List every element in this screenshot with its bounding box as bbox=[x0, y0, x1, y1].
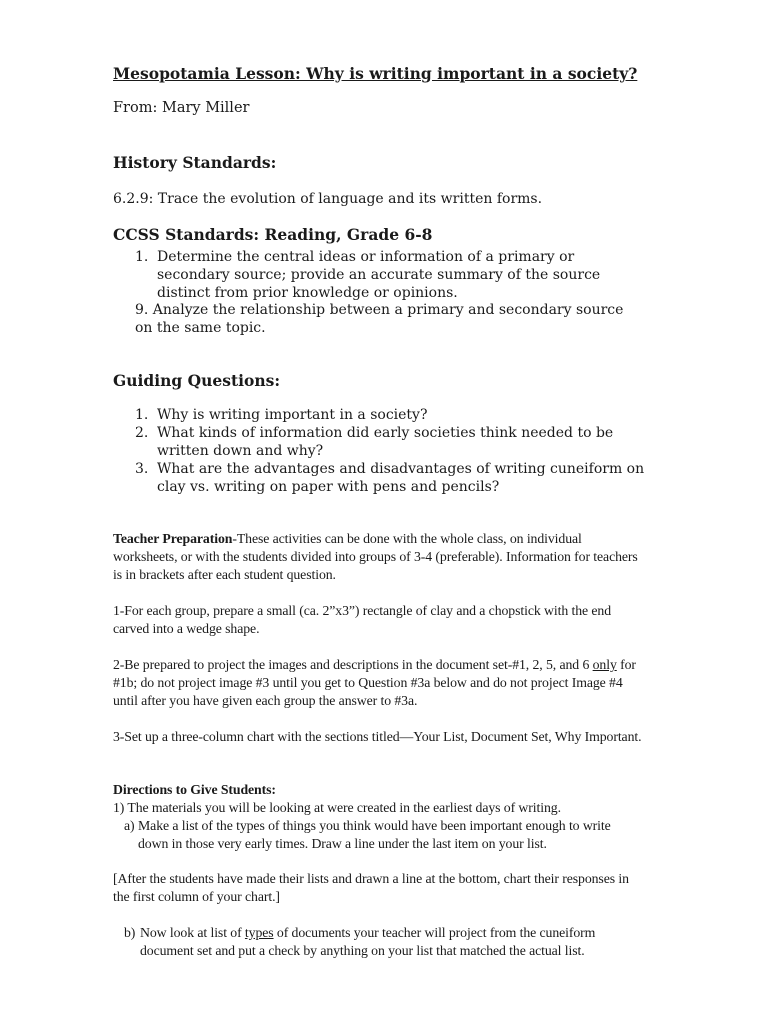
list-item-text: What are the advantages and disadvantages of writing cuneiform on clay vs. writing on paper with pens and pencils? bbox=[157, 461, 645, 495]
direction-a-label: a) bbox=[124, 818, 135, 833]
list-item-text: Determine the central ideas or information of a primary or secondary source; provide an accurate summary of the source distinct from prior knowledge or opinions. bbox=[157, 249, 601, 301]
directions-heading-text: Directions to Give Students: bbox=[113, 782, 276, 797]
direction-b bbox=[124, 924, 644, 960]
guiding-questions-heading: Guiding Questions: bbox=[113, 371, 281, 390]
prep-step-2-text-b: for #1b; do not project image #3 until you get to Question #3a below and do not project Image #4 until after you have given each group the answer to #3a. bbox=[113, 657, 636, 708]
prep-step-2 bbox=[113, 656, 645, 710]
list-number: 2. bbox=[135, 425, 149, 441]
direction-b-text bbox=[124, 924, 644, 960]
list-number: 3. bbox=[135, 461, 149, 477]
list-number: 1. bbox=[135, 249, 149, 265]
list-item bbox=[135, 406, 645, 424]
list-number: 1. bbox=[135, 407, 149, 423]
guiding-questions-list bbox=[135, 406, 645, 496]
direction-b-text-2: of documents your teacher will project from the cuneiform document set and put a check by anything on your list that matched the actual list. bbox=[140, 925, 596, 958]
author-line: From: Mary Miller bbox=[113, 100, 250, 116]
directions-line-1: 1) The materials you will be looking at were created in the earliest days of writing. bbox=[113, 800, 561, 815]
history-standard-text: 6.2.9: Trace the evolution of language and its written forms. bbox=[113, 191, 543, 207]
teacher-prep-paragraph bbox=[113, 530, 645, 584]
teacher-prep-label: Teacher Preparation bbox=[113, 531, 233, 546]
direction-b-text-1: Now look at list of bbox=[140, 925, 245, 940]
history-standards-heading: History Standards: bbox=[113, 153, 277, 172]
directions-heading bbox=[113, 781, 645, 799]
direction-b-types: types bbox=[244, 925, 274, 940]
prep-step-1: 1-For each group, prepare a small (ca. 2”x3”) rectangle of clay and a chopstick with the end carved into a wedge shape. bbox=[113, 603, 612, 636]
prep-step-2-only: only bbox=[592, 657, 617, 672]
ccss-list bbox=[135, 248, 645, 302]
teacher-prep-intro: -These activities can be done with the whole class, on individual worksheets, or with the students divided into groups of 3-4 (preferable). Information for teachers is in brackets after each student question. bbox=[113, 531, 638, 582]
list-item bbox=[135, 460, 645, 496]
prep-step-2-text-a: 2-Be prepared to project the images and descriptions in the document set-#1, 2, 5, and 6 bbox=[113, 657, 593, 672]
page-title: Mesopotamia Lesson: Why is writing important in a society? bbox=[113, 64, 638, 83]
ccss-heading: CCSS Standards: Reading, Grade 6-8 bbox=[113, 225, 433, 244]
direction-a bbox=[124, 817, 644, 853]
ccss-item-9: 9. Analyze the relationship between a primary and secondary source on the same topic. bbox=[135, 302, 624, 336]
list-item bbox=[135, 424, 645, 460]
direction-b-label: b) bbox=[124, 925, 136, 940]
list-item bbox=[135, 248, 645, 302]
teacher-bracket-note: [After the students have made their lists and drawn a line at the bottom, chart their responses in the first column of your chart.] bbox=[113, 871, 629, 904]
prep-step-3: 3-Set up a three-column chart with the sections titled—Your List, Document Set, Why Important. bbox=[113, 729, 642, 744]
list-item-text: What kinds of information did early societies think needed to be written down and why? bbox=[157, 425, 614, 459]
direction-a-text: Make a list of the types of things you think would have been important enough to write down in those very early times. Draw a line under the last item on your list. bbox=[138, 818, 611, 851]
list-item-text: Why is writing important in a society? bbox=[157, 407, 428, 423]
